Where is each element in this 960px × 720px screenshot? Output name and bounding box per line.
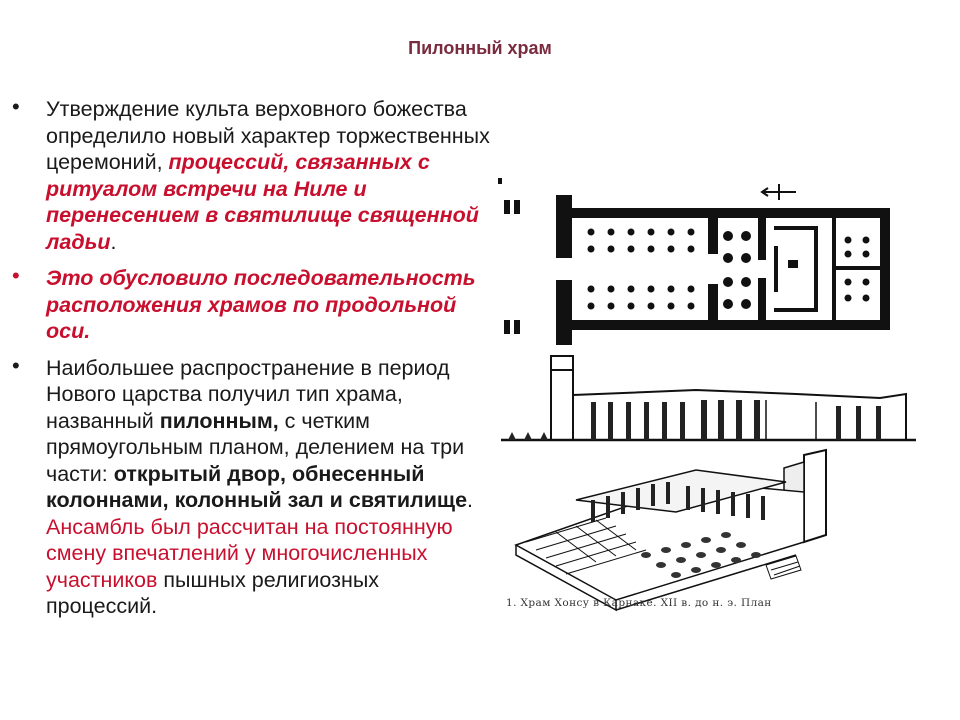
temple-axonometric-drawing [516,450,826,610]
bullet-dot-icon: • [12,94,20,119]
bullet-2-text: Это обусловило последовательность расположения храмов по продольной оси. [46,266,476,343]
bullet-3-text-3: . [467,488,474,512]
bullet-item-1 [12,96,492,255]
bullet-1-text: Утверждение культа верховного божества определило новый характер торжественных церемоний, [46,97,490,174]
bullet-1-end: . [110,229,117,254]
temple-section-drawing [501,356,916,440]
bullet-list [12,96,492,630]
bullet-3-text-2: с четким прямоугольным планом, делением на три части: [46,408,465,486]
bullet-3-red: Ансамбль был рассчитан на постоянную смену впечатлений у многочисленных участников [46,514,453,592]
bullet-dot-icon: • [12,263,20,288]
temple-plan-drawing [498,178,890,345]
bullet-item-2 [12,265,492,345]
bullet-3-bold-1: пилонным, [159,408,279,433]
bullet-item-3 [12,352,492,620]
bullet-3-text-4: пышных религиозных процессий. [46,567,380,618]
bullet-dot-icon: • [12,352,20,378]
figure-caption: 1. Храм Хонсу в Карнаке. XII в. до н. э. План [506,597,772,609]
bullet-1-highlight: процессий, связанных с ритуалом встречи на Ниле и перенесением в святилище священной ладьи [46,150,479,254]
bullet-3-text-1: Наибольшее распространение в период Нового царства получил тип храма, названный [46,355,450,433]
bullet-3-bold-2: открытый двор, обнесенный колоннами, колонный зал и святилище [46,461,468,512]
temple-illustration [496,170,960,630]
page-title: Пилонный храм [408,38,552,58]
